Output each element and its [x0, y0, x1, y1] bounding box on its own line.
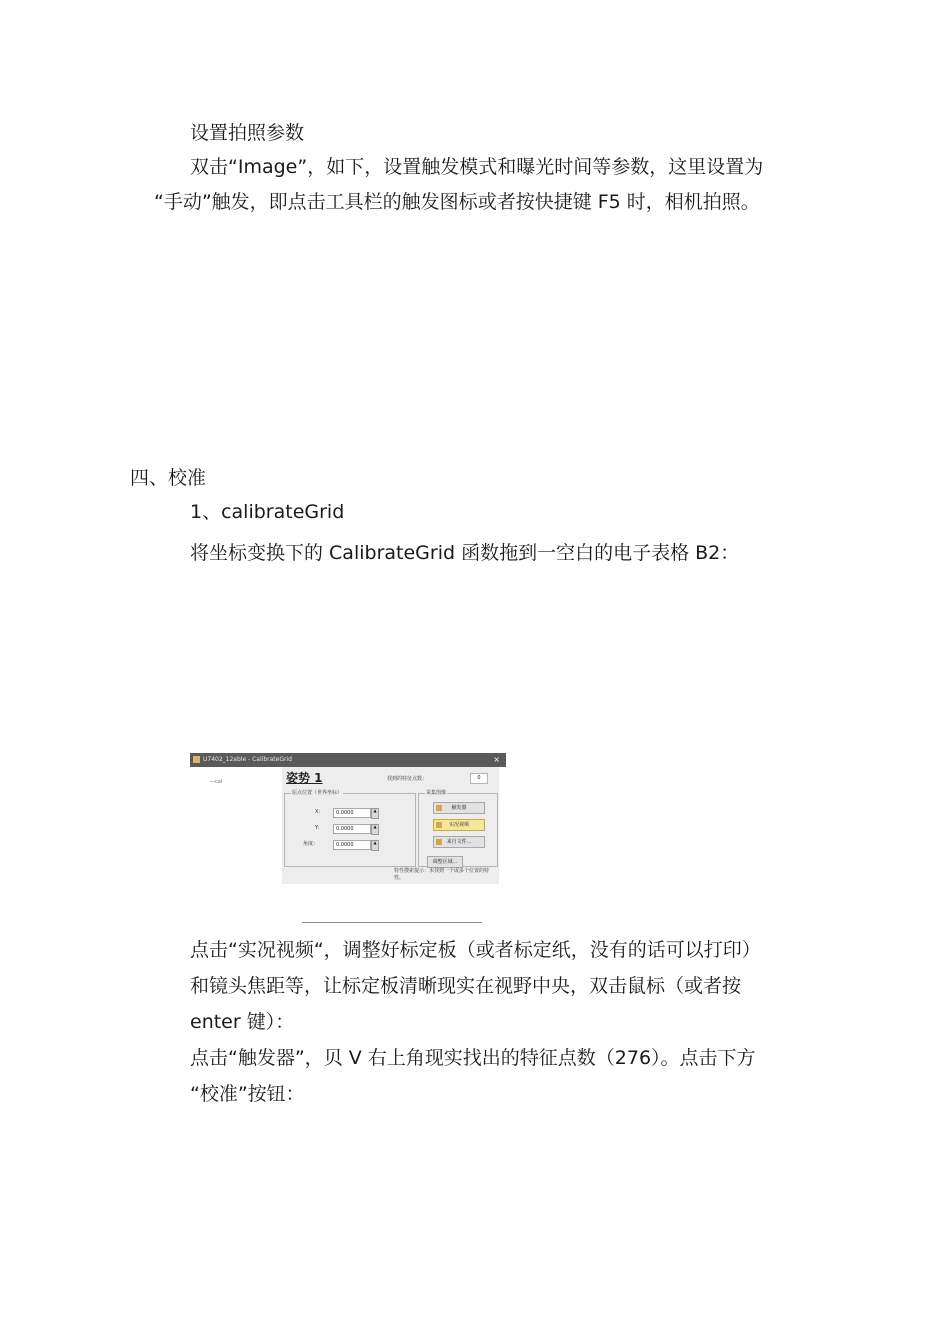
live-video-button[interactable] [433, 819, 485, 831]
from-file-button-label: 来自文件... [446, 839, 472, 845]
trigger-button[interactable] [433, 802, 485, 814]
subheading-calibrategrid: 1、calibrateGrid [190, 501, 345, 523]
dialog-titlebar [190, 753, 506, 767]
paragraph-line: “校准”按钮： [190, 1083, 305, 1105]
paragraph-line: 点击“实况视频“，调整好标定板（或者标定纸，没有的话可以打印） [190, 939, 761, 961]
y-field[interactable]: 0.0000 [333, 824, 371, 834]
paragraph-line: 双击“Image”，如下，设置触发模式和曝光时间等参数，这里设置为 [190, 156, 764, 178]
close-icon[interactable]: × [493, 755, 500, 764]
live-video-button-label: 实况视频 [448, 822, 469, 828]
side-label: —cal [210, 779, 223, 785]
dialog-title: U7402_12able - CalibrateGrid [203, 756, 292, 763]
angle-label: 角度： [303, 841, 319, 847]
paragraph-line: enter 键）： [190, 1011, 295, 1033]
caption-divider [302, 922, 482, 923]
origin-group [284, 790, 416, 867]
angle-field[interactable]: 0.0000 [333, 840, 371, 850]
found-count-value: 0 [470, 773, 488, 784]
paragraph-line: “手动”触发，即点击工具栏的触发图标或者按快捷键 F5 时，相机拍照。 [154, 191, 760, 213]
found-count-label: 找到的特征点数： [387, 776, 428, 782]
paragraph-line: 点击“触发器”，贝 V 右上角现实找出的特征点数（276）。点击下方 [190, 1047, 756, 1069]
trigger-button-label: 触发器 [451, 805, 467, 811]
section-heading-calibrate: 四、校准 [130, 467, 207, 489]
pose-title: 姿势 1 [286, 771, 323, 785]
origin-group-label: 原点位置（世界坐标） [292, 790, 343, 796]
calibrategrid-dialog-screenshot [190, 753, 506, 884]
heading-camera-params: 设置拍照参数 [190, 122, 305, 144]
y-label: Y: [315, 825, 320, 831]
image-group-label: 采集图像 [426, 790, 447, 796]
x-spinner[interactable]: ▲ [371, 808, 379, 819]
feature-search-hint: 特性搜索提示：未找到一个或多个位置的特性。 [394, 868, 490, 881]
dialog-body [282, 767, 499, 884]
angle-spinner[interactable]: ▲ [371, 840, 379, 851]
trigger-icon [436, 805, 442, 811]
adjust-region-button[interactable]: 调整区域... [427, 856, 463, 868]
paragraph-line: 将坐标变换下的 CalibrateGrid 函数拖到一空白的电子表格 B2： [190, 542, 740, 564]
paragraph-line: 和镜头焦距等，让标定板清晰现实在视野中央，双击鼠标（或者按 [190, 975, 742, 997]
x-field[interactable]: 0.0000 [333, 808, 371, 818]
x-label: X: [315, 809, 321, 815]
app-icon [193, 756, 200, 763]
camera-icon [436, 822, 442, 828]
y-spinner[interactable]: ▲ [371, 824, 379, 835]
folder-icon [436, 839, 442, 845]
from-file-button[interactable] [433, 836, 485, 848]
